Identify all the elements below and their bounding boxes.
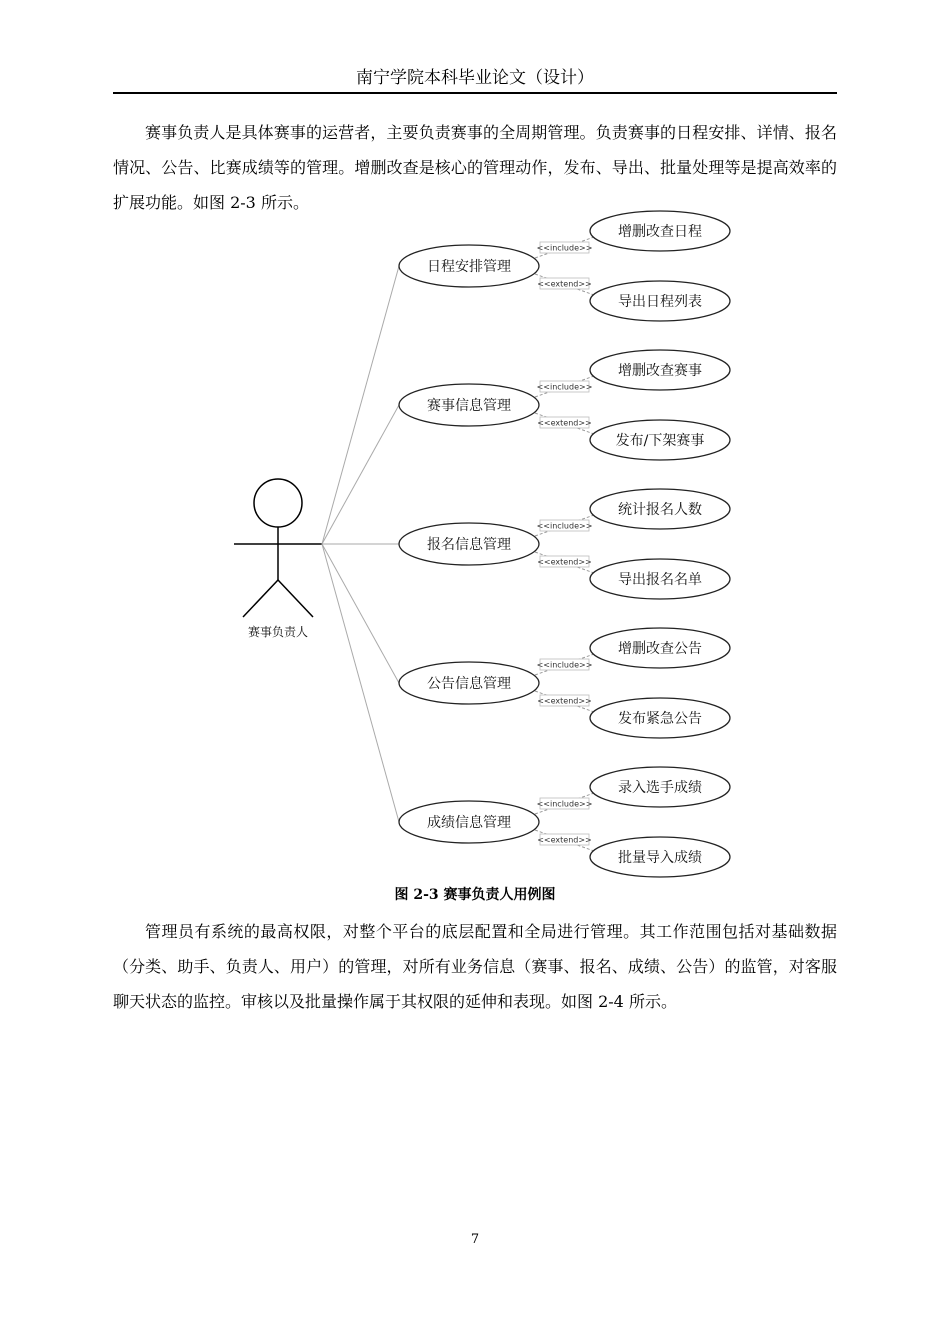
use-case-include-label: 增删改查赛事 bbox=[618, 363, 702, 379]
use-case-include-label: 增删改查公告 bbox=[618, 641, 702, 657]
association-line bbox=[322, 266, 399, 544]
actor-label: 赛事负责人 bbox=[247, 625, 309, 639]
use-case-main-label: 公告信息管理 bbox=[427, 676, 511, 692]
use-case-include-label: 统计报名人数 bbox=[618, 502, 702, 518]
use-case-include-label: 录入选手成绩 bbox=[618, 780, 702, 796]
extend-label: <<extend>> bbox=[537, 557, 592, 567]
use-case-extend-label: 导出日程列表 bbox=[618, 294, 702, 310]
use-case-extend-label: 发布/下架赛事 bbox=[615, 433, 705, 449]
use-case-include-label: 增删改查日程 bbox=[618, 224, 702, 240]
use-case-extend-label: 导出报名名单 bbox=[618, 572, 702, 588]
paragraph-intro: 赛事负责人是具体赛事的运营者，主要负责赛事的全周期管理。负责赛事的日程安排、详情、报名情况、公告、比赛成绩等的管理。增删改查是核心的管理动作，发布、导出、批量处理等是提高效率的扩展功能。如图 2-3 所示。 bbox=[113, 123, 837, 212]
use-case-main-label: 成绩信息管理 bbox=[427, 815, 511, 831]
extend-label: <<extend>> bbox=[537, 279, 592, 289]
extend-label: <<extend>> bbox=[537, 696, 592, 706]
use-case-extend-label: 批量导入成绩 bbox=[618, 850, 702, 866]
use-case-diagram bbox=[0, 205, 950, 885]
paragraph-admin: 管理员有系统的最高权限，对整个平台的底层配置和全局进行管理。其工作范围包括对基础数据（分类、助手、负责人、用户）的管理，对所有业务信息（赛事、报名、成绩、公告）的监管，对客服聊天状态的监控。审核以及批量操作属于其权限的延伸和表现。如图 2-4 所示。 bbox=[113, 922, 837, 1011]
actor-leg-left bbox=[243, 580, 278, 617]
actor bbox=[234, 479, 322, 639]
use-case-extend-label: 发布紧急公告 bbox=[618, 711, 702, 727]
include-label: <<include>> bbox=[536, 521, 593, 531]
figure-caption: 图 2-3 赛事负责人用例图 bbox=[394, 887, 556, 903]
association-line bbox=[322, 405, 399, 544]
header-rule bbox=[113, 92, 837, 94]
use-case-groups bbox=[322, 211, 730, 877]
page-number: 7 bbox=[470, 1232, 480, 1247]
page-header: 南宁学院本科毕业论文（设计） bbox=[356, 68, 594, 88]
use-case-main-label: 报名信息管理 bbox=[427, 537, 511, 553]
actor-head bbox=[254, 479, 302, 527]
include-label: <<include>> bbox=[536, 243, 593, 253]
use-case-main-label: 日程安排管理 bbox=[427, 259, 511, 275]
extend-label: <<extend>> bbox=[537, 418, 592, 428]
extend-label: <<extend>> bbox=[537, 835, 592, 845]
include-label: <<include>> bbox=[536, 382, 593, 392]
actor-leg-right bbox=[278, 580, 313, 617]
use-case-main-label: 赛事信息管理 bbox=[427, 398, 511, 414]
include-label: <<include>> bbox=[536, 660, 593, 670]
association-line bbox=[322, 544, 399, 683]
include-label: <<include>> bbox=[536, 799, 593, 809]
association-line bbox=[322, 544, 399, 822]
